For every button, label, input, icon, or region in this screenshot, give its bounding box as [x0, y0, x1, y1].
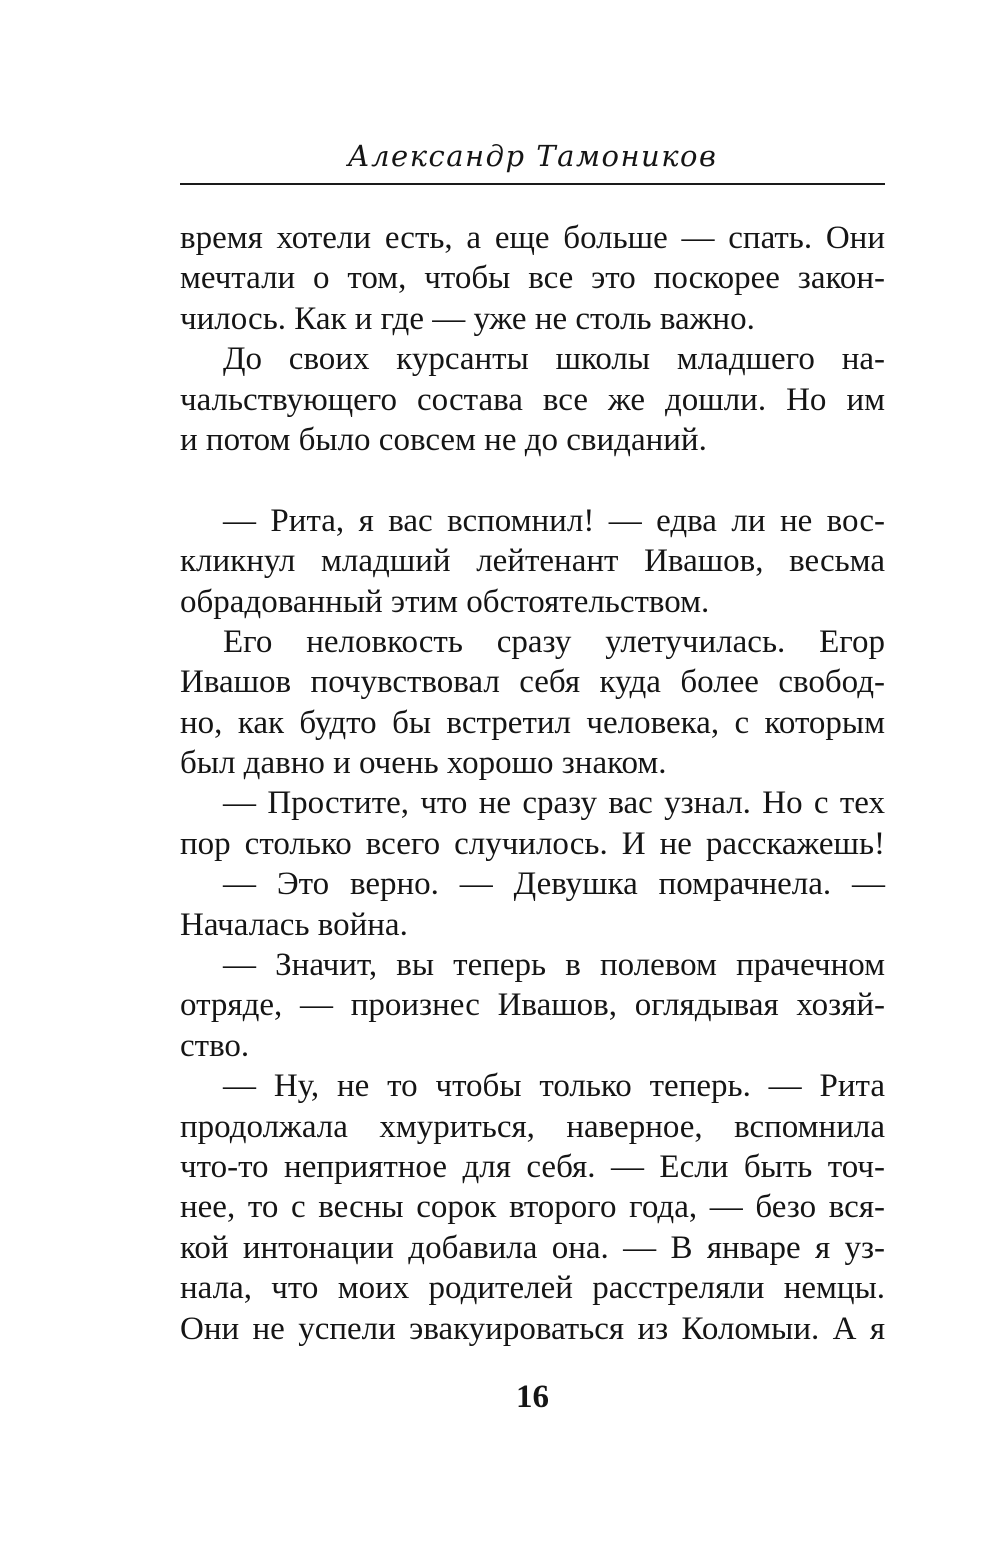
text-line: — Значит, вы теперь в полевом прачечном [223, 947, 885, 984]
text-line: мечтали о том, чтобы все это поскорее закон- [180, 260, 885, 297]
text-line: До своих курсанты школы младшего на- [223, 341, 885, 378]
text-line: нее, то с весны сорок второго года, — безо вся- [180, 1189, 885, 1226]
text-line: Началась война. [180, 906, 408, 943]
text-line: кликнул младший лейтенант Ивашов, весьма [180, 543, 885, 580]
text-line: ство. [180, 1027, 250, 1064]
section-break [180, 460, 885, 500]
text-line: — Рита, я вас вспомнил! — едва ли не вос- [223, 502, 885, 539]
text-line: — Простите, что не сразу вас узнал. Но с тех [223, 785, 885, 822]
text-line: Они не успели эвакуироваться из Коломыи. А я [180, 1310, 885, 1347]
text-line: что-то неприятное для себя. — Если быть точ- [180, 1148, 885, 1185]
running-head-author: Александр Тамоников [347, 139, 718, 173]
body-text [180, 218, 885, 1349]
text-line: был давно и очень хорошо знаком. [180, 745, 667, 782]
text-line: — Это верно. — Девушка помрачнела. — [223, 866, 885, 903]
text-line: кой интонации добавила она. — В январе я уз- [180, 1229, 885, 1266]
text-line: нала, что моих родителей расстреляли немцы. [180, 1270, 885, 1307]
text-line: продолжала хмуриться, наверное, вспомнила [180, 1108, 885, 1145]
text-line: Ивашов почувствовал себя куда более свобод- [180, 664, 885, 701]
text-line: время хотели есть, а еще больше — спать. Они [180, 220, 885, 256]
text-line: — Ну, не то чтобы только теперь. — Рита [223, 1068, 885, 1105]
text-line: Его неловкость сразу улетучилась. Егор [223, 623, 885, 660]
text-line: и потом было совсем не до свиданий. [180, 421, 707, 458]
page-number: 16 [516, 1379, 549, 1415]
text-line: пор столько всего случилось. И не расскажешь! [180, 825, 885, 862]
text-line: отряде, — произнес Ивашов, оглядывая хозяй- [180, 987, 885, 1024]
text-line: чилось. Как и где — уже не столь важно. [180, 300, 755, 337]
header-rule [180, 183, 885, 185]
text-line: но, как будто бы встретил человека, с которым [180, 704, 885, 741]
text-line: обрадованный этим обстоятельством. [180, 583, 710, 620]
text-line: чальствующего состава все же дошли. Но им [180, 381, 885, 418]
